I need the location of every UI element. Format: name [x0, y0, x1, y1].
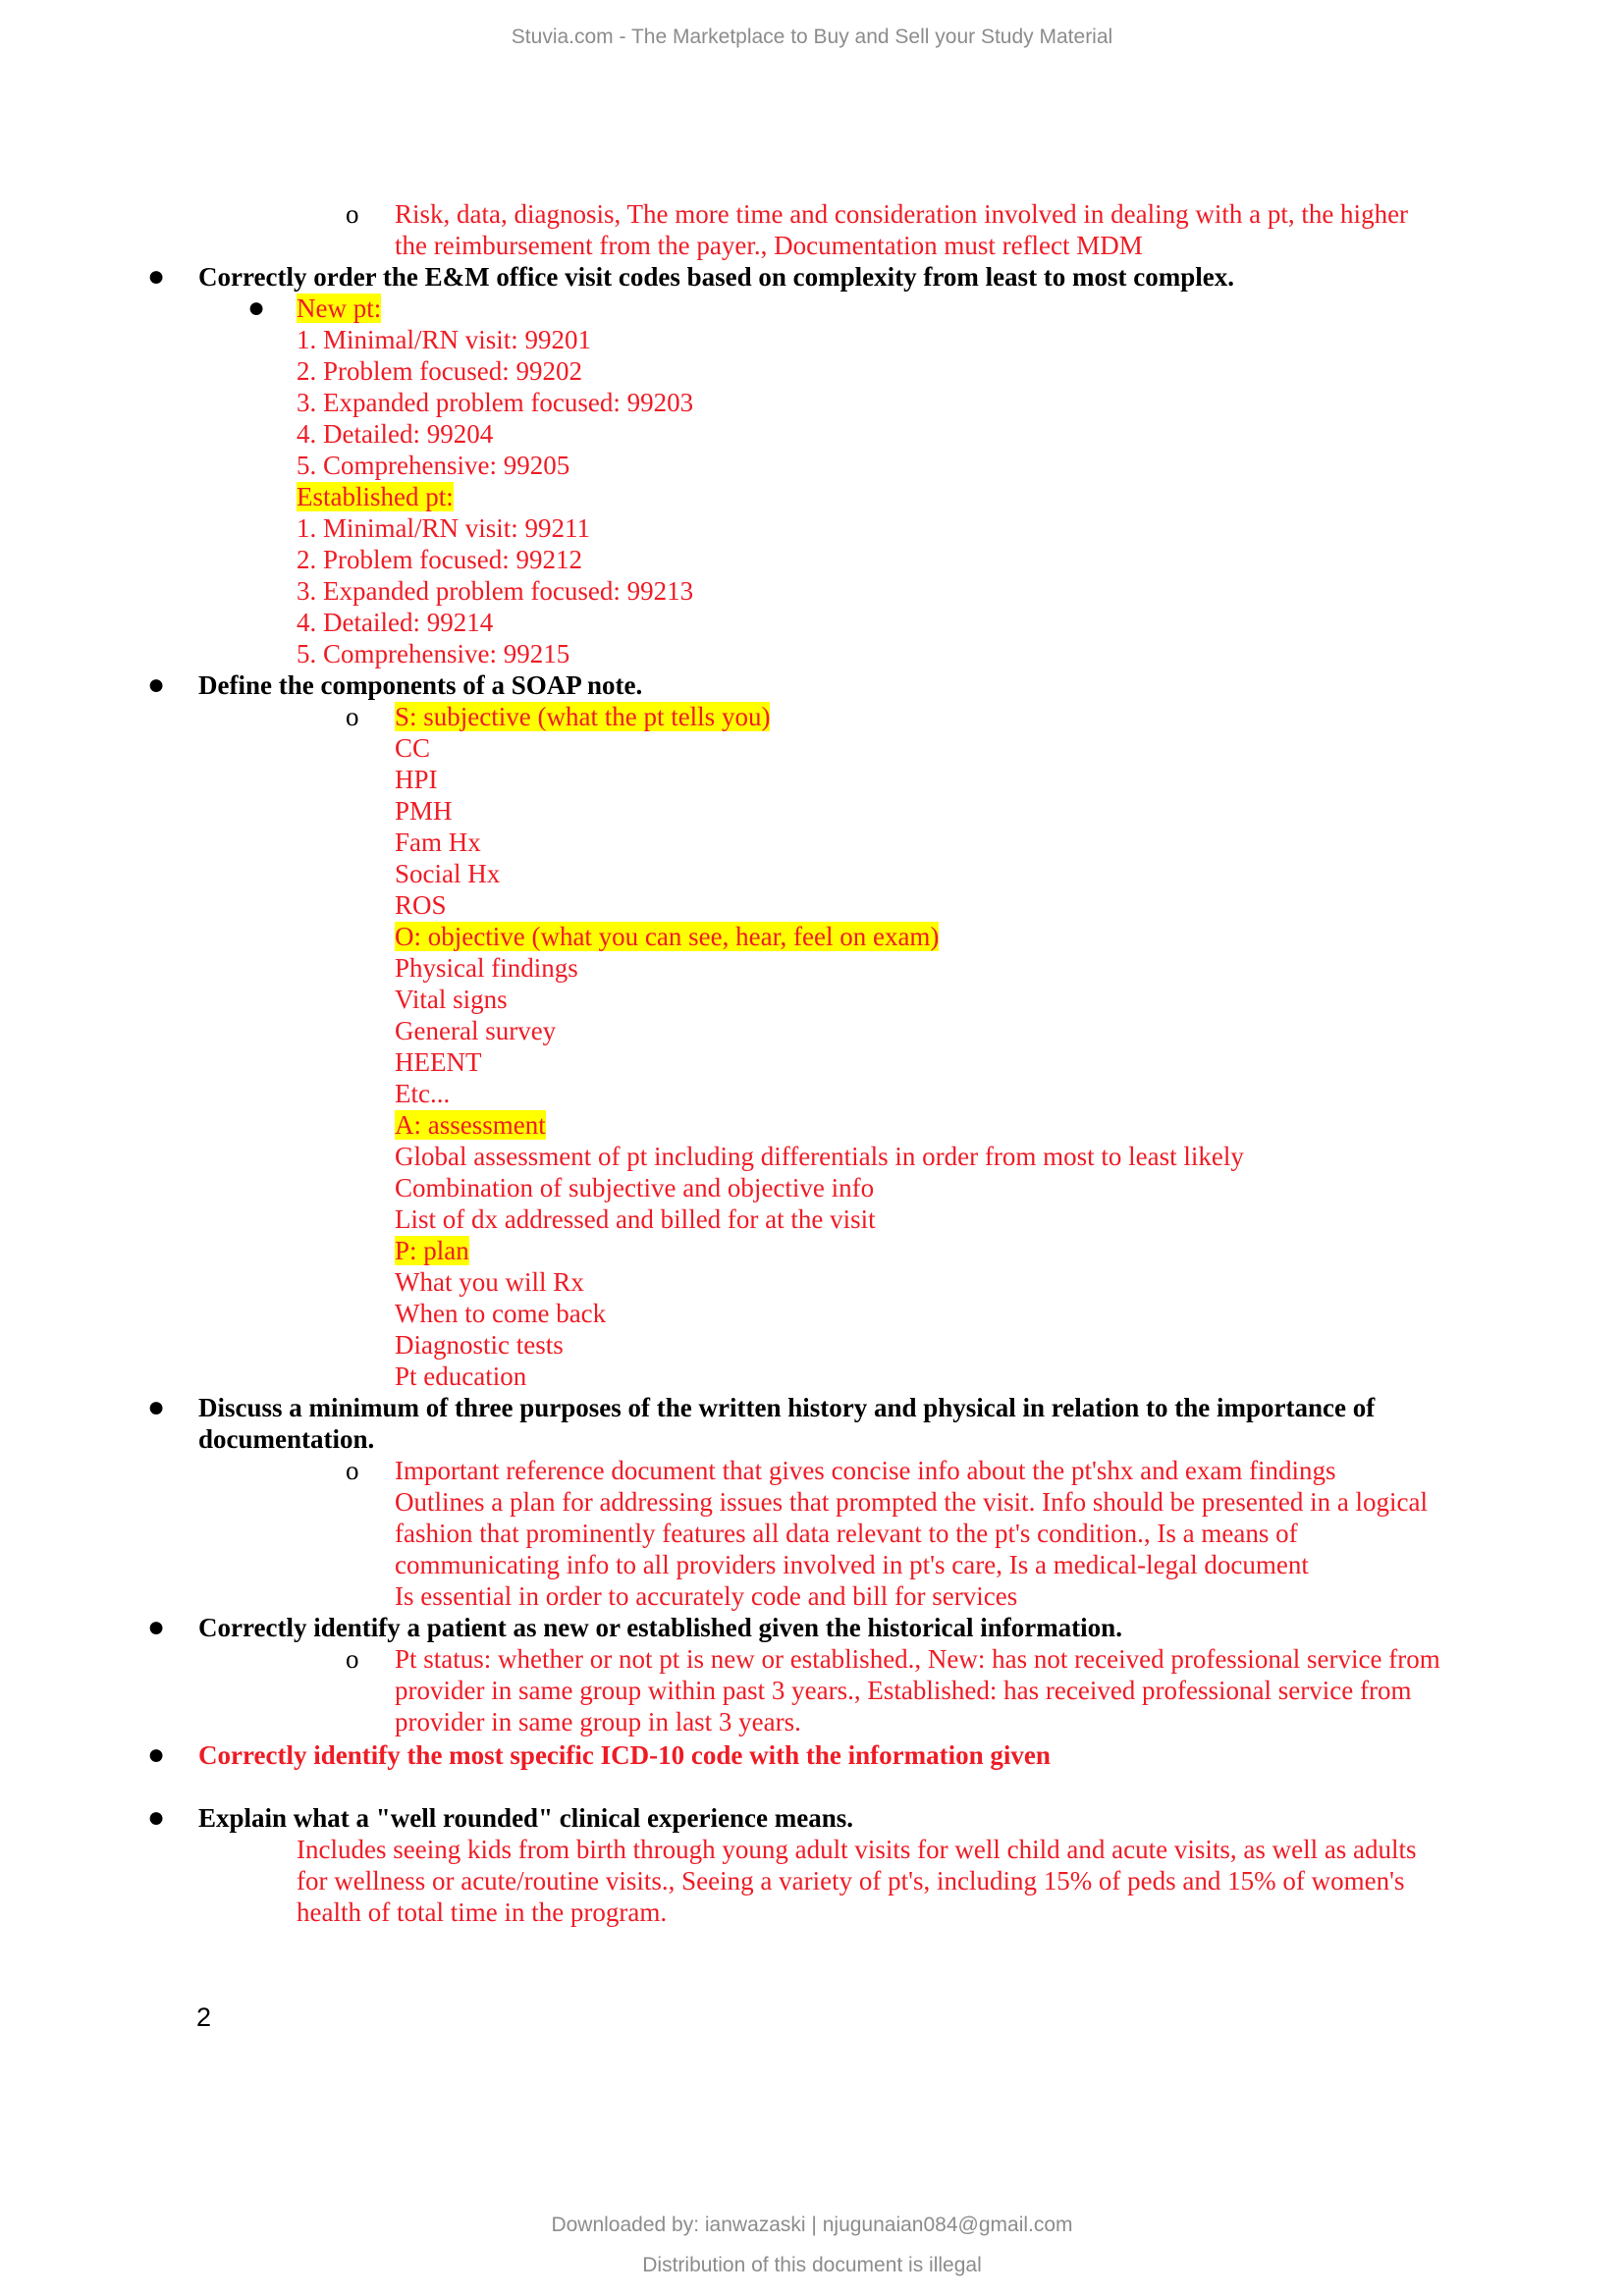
answer-line: Pt status: whether or not pt is new or established., New: has not received professional service from	[395, 1644, 1440, 1674]
soap-o-item: Physical findings	[395, 953, 578, 983]
distribution-notice: Distribution of this document is illegal	[642, 2254, 982, 2276]
answer-line: provider in same group in last 3 years.	[395, 1707, 801, 1736]
page-number: 2	[196, 2002, 212, 2032]
question-history-physical-cont: documentation.	[198, 1424, 375, 1454]
est-pt-item: 2. Problem focused: 99212	[297, 545, 582, 574]
est-pt-item: 5. Comprehensive: 99215	[297, 639, 570, 668]
est-pt-item: 4. Detailed: 99214	[297, 608, 494, 637]
soap-o-item: General survey	[395, 1016, 557, 1045]
question-soap: Define the components of a SOAP note.	[198, 670, 643, 700]
sub-bullet-icon: o	[346, 199, 359, 229]
answer-line: communicating info to all providers involved in pt's care, Is a medical-legal document	[395, 1550, 1309, 1579]
soap-s-item: CC	[395, 733, 431, 763]
answer-line: Is essential in order to accurately code and bill for services	[395, 1581, 1018, 1611]
answer-line: fashion that prominently features all data relevant to the pt's condition., Is a means of	[395, 1519, 1298, 1548]
soap-s-item: PMH	[395, 796, 453, 826]
est-pt-item: 1. Minimal/RN visit: 99211	[297, 513, 591, 543]
soap-p-label: P: plan	[395, 1236, 469, 1265]
sub-bullet-icon: o	[346, 1456, 359, 1485]
soap-p-item: What you will Rx	[395, 1267, 584, 1297]
new-pt-item: 4. Detailed: 99204	[297, 419, 494, 449]
answer-line: Outlines a plan for addressing issues that prompted the visit. Info should be presented in a logical	[395, 1487, 1429, 1517]
soap-a-item: Global assessment of pt including differentials in order from most to least likely	[395, 1142, 1244, 1171]
question-history-physical: Discuss a minimum of three purposes of the written history and physical in relation to the importance of	[198, 1393, 1376, 1422]
soap-s-item: ROS	[395, 890, 447, 920]
soap-o-label: O: objective (what you can see, hear, feel on exam)	[395, 922, 940, 951]
question-em-codes: Correctly order the E&M office visit codes based on complexity from least to most complex.	[198, 262, 1235, 292]
answer-line: for wellness or acute/routine visits., Seeing a variety of pt's, including 15% of peds and 15% of women's	[297, 1866, 1405, 1896]
intro-line-2: the reimbursement from the payer., Documentation must reflect MDM	[395, 231, 1143, 260]
question-icd10: Correctly identify the most specific ICD-10 code with the information given	[198, 1740, 1051, 1770]
soap-p-item: When to come back	[395, 1299, 607, 1328]
bullet-icon: ●	[147, 1801, 166, 1834]
bullet-icon: ●	[247, 292, 266, 324]
soap-a-label: A: assessment	[395, 1110, 546, 1140]
new-pt-label: New pt:	[297, 294, 382, 323]
soap-a-item: List of dx addressed and billed for at the visit	[395, 1204, 876, 1234]
new-pt-item: 2. Problem focused: 99202	[297, 356, 582, 386]
new-pt-item: 5. Comprehensive: 99205	[297, 451, 570, 480]
sub-bullet-icon: o	[346, 702, 359, 731]
soap-o-item: Vital signs	[395, 985, 508, 1014]
download-notice: Downloaded by: ianwazaski | njugunaian084@gmail.com	[551, 2214, 1073, 2236]
soap-s-item: Fam Hx	[395, 828, 481, 857]
answer-line: Important reference document that gives concise info about the pt'shx and exam findings	[395, 1456, 1336, 1485]
bullet-icon: ●	[147, 668, 166, 701]
new-pt-item: 1. Minimal/RN visit: 99201	[297, 325, 592, 354]
question-well-rounded: Explain what a "well rounded" clinical experience means.	[198, 1803, 853, 1833]
soap-o-item: HEENT	[395, 1047, 482, 1077]
soap-s-item: HPI	[395, 765, 438, 794]
sub-bullet-icon: o	[346, 1644, 359, 1674]
soap-p-item: Diagnostic tests	[395, 1330, 564, 1360]
soap-s-item: Social Hx	[395, 859, 501, 888]
answer-line: Includes seeing kids from birth through young adult visits for well child and acute visits, as well as adults	[297, 1835, 1417, 1864]
intro-line-1: Risk, data, diagnosis, The more time and consideration involved in dealing with a pt, the higher	[395, 199, 1409, 229]
bullet-icon: ●	[147, 1391, 166, 1423]
bullet-icon: ●	[147, 1611, 166, 1643]
established-pt-label: Established pt:	[297, 482, 454, 511]
answer-line: provider in same group within past 3 years., Established: has received professional service from	[395, 1676, 1412, 1705]
answer-line: health of total time in the program.	[297, 1897, 668, 1927]
bullet-icon: ●	[147, 1738, 166, 1771]
est-pt-item: 3. Expanded problem focused: 99213	[297, 576, 694, 606]
bullet-icon: ●	[147, 260, 166, 293]
soap-p-item: Pt education	[395, 1362, 527, 1391]
soap-o-item: Etc...	[395, 1079, 451, 1108]
question-new-established: Correctly identify a patient as new or established given the historical information.	[198, 1613, 1122, 1642]
soap-a-item: Combination of subjective and objective info	[395, 1173, 875, 1202]
soap-s-label: S: subjective (what the pt tells you)	[395, 702, 771, 731]
site-header: Stuvia.com - The Marketplace to Buy and Sell your Study Material	[511, 26, 1113, 48]
new-pt-item: 3. Expanded problem focused: 99203	[297, 388, 694, 417]
